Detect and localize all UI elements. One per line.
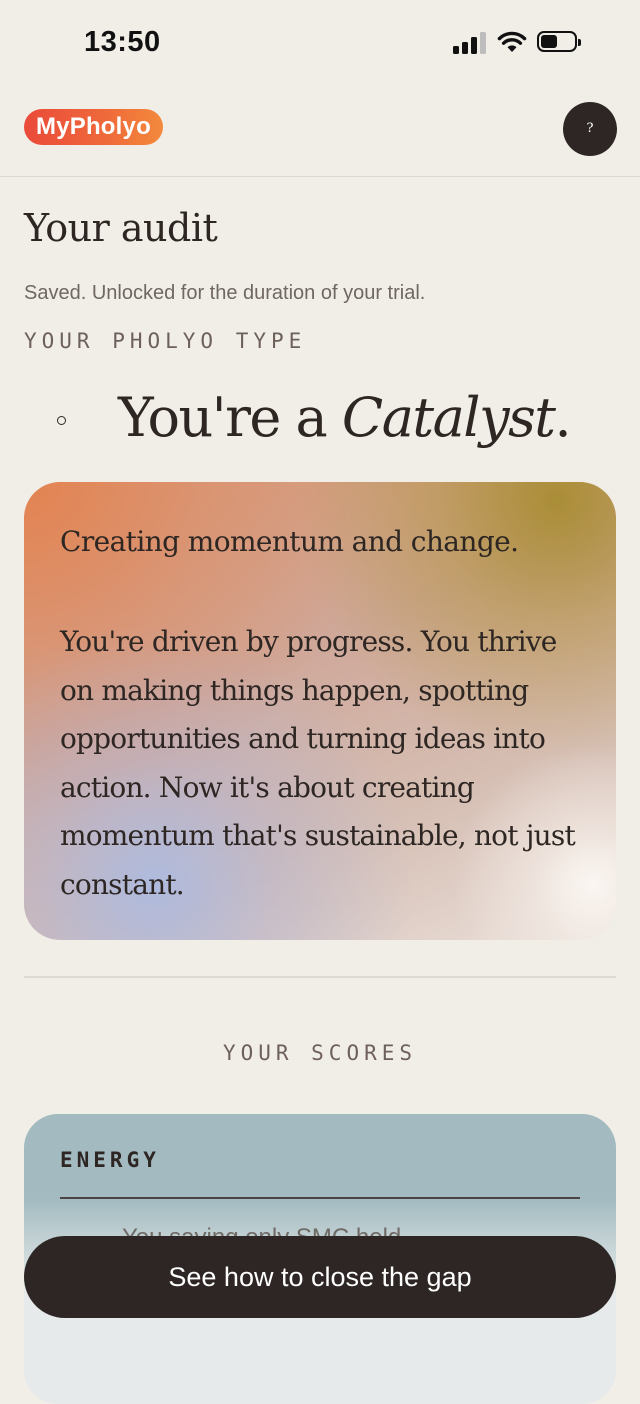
page-title: Your audit — [24, 206, 218, 250]
pholyo-type-label: YOUR PHOLYO TYPE — [24, 329, 307, 353]
type-description: You're driven by progress. You thrive on making things happen, spotting opportunities and turning ideas into action. Now it's about creating momentum that's sustainable, not just constant. — [60, 625, 575, 901]
energy-divider — [60, 1197, 580, 1199]
status-bar — [0, 0, 640, 88]
dot-icon — [57, 416, 66, 425]
type-title-suffix: . — [554, 386, 571, 449]
status-time: 13:50 — [84, 26, 161, 58]
mypholyo-logo[interactable]: MyPholyo — [24, 109, 163, 145]
type-tagline: Creating momentum and change. — [60, 525, 519, 558]
type-title-prefix: You're a — [118, 386, 342, 449]
help-button[interactable]: ? — [563, 102, 617, 156]
type-name: Catalyst — [341, 386, 555, 449]
wifi-icon — [497, 30, 527, 54]
cellular-signal-icon — [453, 32, 487, 54]
close-the-gap-button[interactable]: See how to close the gap — [24, 1236, 616, 1318]
app-header — [0, 88, 640, 177]
energy-label: ENERGY — [60, 1148, 160, 1172]
section-divider — [24, 976, 616, 978]
your-scores-label: YOUR SCORES — [222, 1041, 418, 1065]
saved-status-text: Saved. Unlocked for the duration of your trial. — [24, 282, 426, 304]
pholyo-type-title — [118, 386, 570, 449]
pholyo-type-card — [24, 482, 616, 940]
battery-icon — [537, 31, 577, 52]
